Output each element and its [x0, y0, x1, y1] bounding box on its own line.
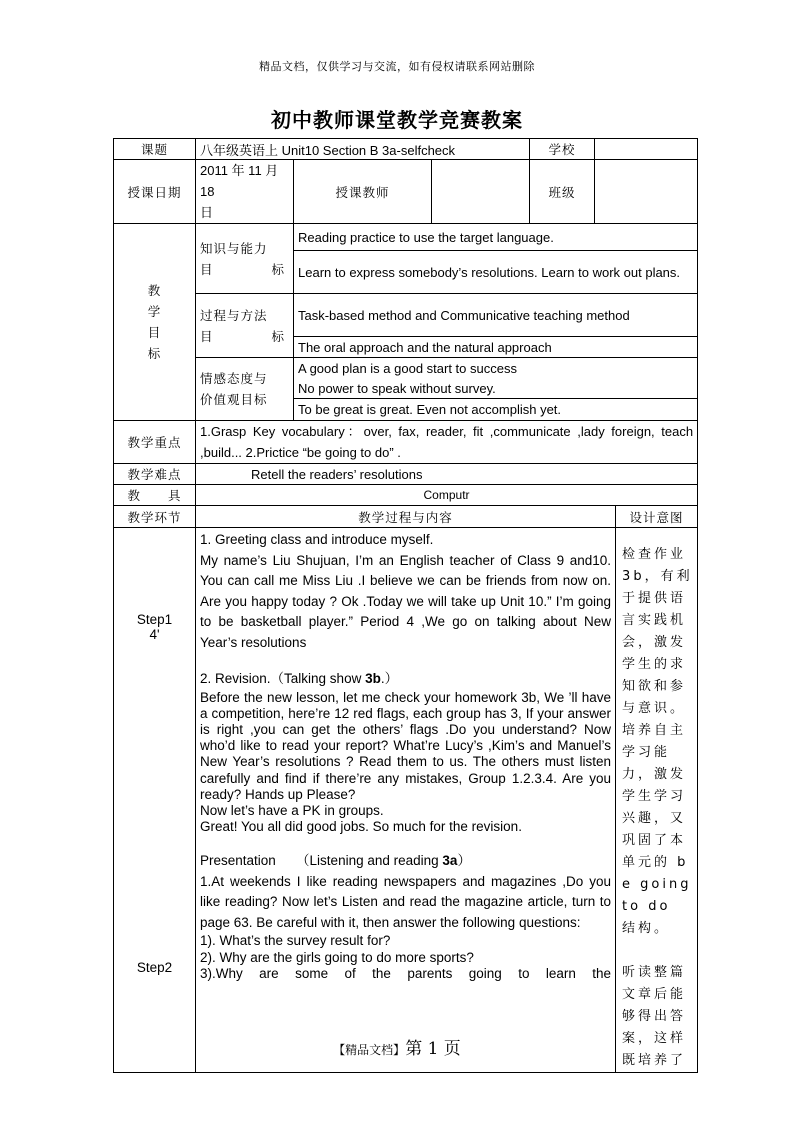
content-question-1: 1). What’s the survey result for?: [200, 933, 391, 949]
content-question-3: 3).Why are some of the parents going to learn the: [200, 965, 612, 981]
emotion-goal-1: A good plan is a good start to success: [294, 358, 698, 379]
difficulty-label: 教学难点: [114, 464, 196, 485]
difficulty-row: [114, 464, 698, 485]
step-column: [114, 528, 196, 1073]
teacher-label: 授课教师: [294, 160, 432, 224]
school-value: [595, 139, 698, 160]
topic-row: [114, 139, 698, 160]
class-value: [595, 160, 698, 224]
topic-value: 八年级英语上 Unit10 Section B 3a-selfcheck: [196, 139, 530, 160]
content-pk: Now let’s have a PK in groups.: [200, 802, 384, 818]
content-revision-heading: 2. Revision.（Talking show 3b.）: [200, 671, 399, 686]
step-1-time: 4': [149, 627, 160, 642]
difficulty-text: Retell the readers’ resolutions: [196, 464, 698, 485]
school-label: 学校: [530, 139, 595, 160]
content-greeting: 1. Greeting class and introduce myself.: [200, 532, 434, 547]
date-value: [196, 160, 294, 224]
content-reading-task: 1.At weekends I like reading newspapers and magazines ,Do you like reading? Now let’s Listen and read the magazine article, turn to page 63. Be careful with it, then answer the following questions:: [200, 873, 612, 930]
content-header: 教学过程与内容: [196, 506, 616, 528]
intent-header: 设计意图: [616, 506, 698, 528]
process-goal-2: The oral approach and the natural approach: [294, 337, 698, 358]
content-presentation-heading: Presentation （Listening and reading 3a）: [200, 853, 471, 869]
intent-part-2: 听读整篇文章后能够得出答案，这样既培养了: [622, 965, 687, 1068]
goals-label-char: 目: [147, 325, 162, 340]
disclaimer-note: 精品文档，仅供学习与交流，如有侵权请联系网站删除: [259, 60, 535, 73]
goal-knowledge-row-1: [114, 224, 698, 251]
emotion-goal-2: No power to speak without survey.: [294, 379, 698, 399]
design-intent: [616, 528, 698, 1073]
goals-label-char: 标: [147, 346, 162, 361]
tools-row: [114, 485, 698, 506]
page-number: 第 1 页: [405, 1039, 461, 1059]
tools-label: 教 具: [114, 485, 196, 506]
goals-label-char: 教: [147, 283, 162, 298]
teacher-value: [432, 160, 530, 224]
date-row: [114, 160, 698, 224]
footer-tag: 【精品文档】: [333, 1043, 406, 1057]
date-line-1: 2011 年 11 月 18: [200, 163, 279, 199]
goals-label-char: 学: [147, 304, 162, 319]
page-footer: [0, 1034, 794, 1059]
goal-process-row-1: [114, 294, 698, 337]
tools-text: Computr: [196, 485, 698, 506]
step-1-label: Step1: [136, 612, 173, 627]
date-label: 授课日期: [114, 160, 196, 224]
goals-label: [114, 224, 196, 421]
key-points-row: [114, 421, 698, 464]
date-line-2: 日: [200, 205, 214, 220]
knowledge-goal-label: 知识与能力 目 标: [196, 224, 294, 294]
content-question-2: 2). Why are the girls going to do more sports?: [200, 949, 474, 965]
content-revision-body: Before the new lesson, let me check your homework 3b, We ’ll have a competition, here’re 12 red flags, each group has 3, If your answer is right ,you can get the others’ flags .Do you understand? Now who’d like to read your report? What’re Lucy’s ,Kim’s and Manuel’s New Year’s resolutions ? Read them to us. The others must listen carefully and find if there’re any mistakes, Group 1.2.3.4. Are you ready? Hands up Please?: [200, 689, 612, 802]
knowledge-goal-2: Learn to express somebody’s resolutions. Learn to work out plans.: [294, 251, 698, 294]
content-praise: Great! You all did good jobs. So much for the revision.: [200, 819, 522, 835]
emotion-goal-3: To be great is great. Even not accomplish yet.: [294, 399, 698, 421]
emotion-goal-label: 情感态度与 价值观目标: [196, 358, 294, 421]
knowledge-goal-1: Reading practice to use the target language.: [294, 224, 698, 251]
process-goal-1: Task-based method and Communicative teaching method: [294, 294, 698, 337]
topic-label: 课题: [114, 139, 196, 160]
process-header-row: [114, 506, 698, 528]
lesson-plan-table: [113, 138, 698, 1073]
class-label: 班级: [530, 160, 595, 224]
step-2-label: Step2: [136, 960, 173, 975]
goal-emotion-row-1: [114, 358, 698, 379]
process-goal-label: 过程与方法 目 标: [196, 294, 294, 358]
key-points-label: 教学重点: [114, 421, 196, 464]
content-introduction: My name’s Liu Shujuan, I’m an English teacher of Class 9 and10. You can call me Miss Liu .I believe we can be friends from now on. Are you happy today ? Ok .Today we will take up Unit 10.” I’m going to be basketball player.” Period 4 ,We go on talking about New Year’s resolutions: [200, 552, 612, 650]
step-header: 教学环节: [114, 506, 196, 528]
process-body-row: [114, 528, 698, 1073]
key-points-text: 1.Grasp Key vocabulary：over, fax, reader, fit ,communicate ,lady foreign, teach ,build... 2.Prictice “be going to do” .: [196, 421, 698, 464]
lesson-content: [196, 528, 616, 1073]
intent-part-1: 检查作业 3b，有利于提供语言实践机会，激发学生的求知欲和参与意识。培养自主学习能力，激发学生学习兴趣，又巩固了本单元的 be going to do 结构。: [622, 547, 693, 936]
page-title: 初中教师课堂教学竞赛教案: [271, 108, 523, 132]
